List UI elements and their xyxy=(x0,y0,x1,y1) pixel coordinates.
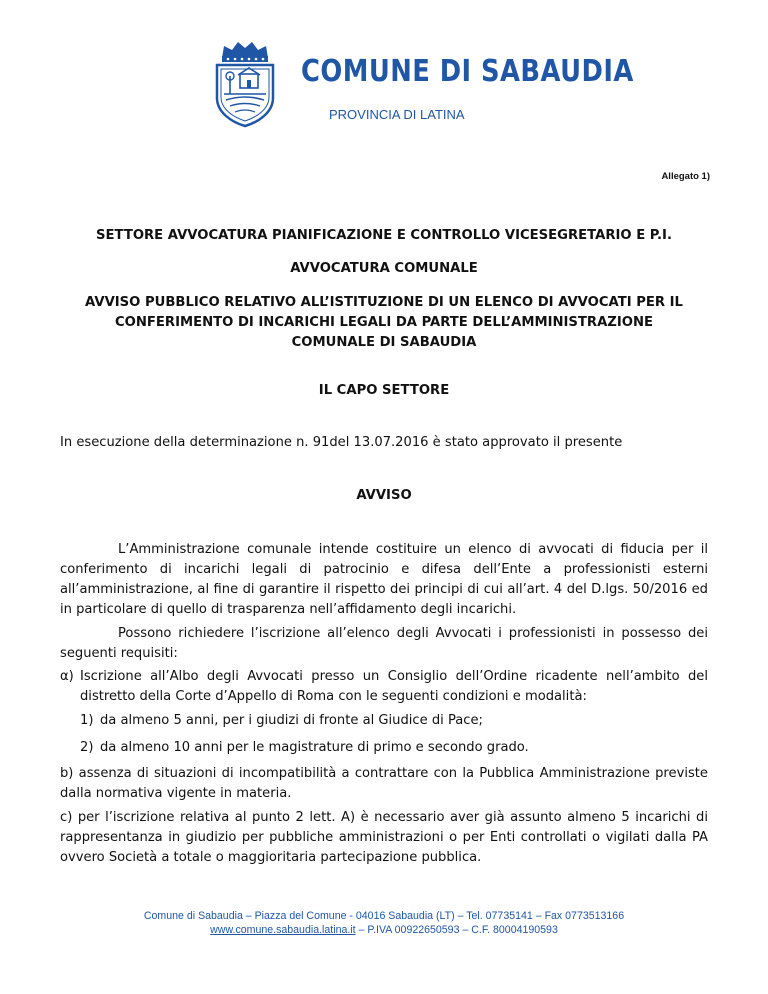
coat-of-arms-icon xyxy=(208,36,282,128)
requirement-c: c) per l’iscrizione relativa al punto 2 lett. A) è necessario aver già assunto almeno 5 incarichi di rappresentanza in giudizio per pubbliche amministrazioni o per Enti controllati o vigilati dalla PA ovvero Società a totale o maggioritaria partecipazione pubblica. xyxy=(60,810,708,865)
requirement-a-marker: α) xyxy=(60,669,74,684)
notice-title-line: COMUNALE DI SABAUDIA xyxy=(291,335,477,350)
footer-registry xyxy=(0,924,768,936)
requirement-sub-2-text: da almeno 10 anni per le magistrature di primo e secondo grado. xyxy=(100,740,529,755)
org-name: COMUNE DI SABAUDIA xyxy=(301,54,634,89)
avviso-heading: AVVISO xyxy=(356,488,412,503)
annex-label: Allegato 1) xyxy=(661,171,710,182)
requirement-sub-1-marker: 1) xyxy=(80,713,94,728)
org-province: PROVINCIA DI LATINA xyxy=(329,107,465,122)
requirement-a xyxy=(60,667,708,707)
requirement-b: b) assenza di situazioni di incompatibilità a contrattare con la Pubblica Amministrazione previste dalla normativa vigente in materia. xyxy=(60,766,708,801)
paragraph-purpose: L’Amministrazione comunale intende costituire un elenco di avvocati di fiducia per il conferimento di incarichi legali di patrocinio e difesa dell’Ente a professionisti esterni all’amministrazione, al fine di garantire il rispetto dei principi di cui all’art. 4 del D.lgs. 50/2016 ed in particolare di quello di trasparenza nell’affidamento degli incarichi. xyxy=(60,542,708,617)
letterhead xyxy=(0,0,768,140)
footer-address: Comune di Sabaudia – Piazza del Comune - 04016 Sabaudia (LT) – Tel. 07735141 – Fax 0773513166 xyxy=(143,910,625,922)
notice-title-line: CONFERIMENTO DI INCARICHI LEGALI DA PARTE DELL’AMMINISTRAZIONE xyxy=(114,315,654,330)
paragraph-requirements: Possono richiedere l’iscrizione all’elenco degli Avvocati i professionisti in possesso dei seguenti requisiti: xyxy=(60,626,708,661)
notice-title-line: AVVISO PUBBLICO RELATIVO ALL’ISTITUZIONE DI UN ELENCO DI AVVOCATI PER IL xyxy=(85,295,683,310)
requirement-a-text: Iscrizione all’Albo degli Avvocati presso un Consiglio dell’Ordine ricadente nell’ambito del distretto della Corte d’Appello di Roma con le seguenti condizioni e modalità: xyxy=(80,669,708,704)
sector-title: SETTORE AVVOCATURA PIANIFICAZIONE E CONTROLLO VICESEGRETARIO E P.I. xyxy=(96,228,672,243)
notice-title xyxy=(60,293,708,353)
requirement-sub-1 xyxy=(80,711,708,731)
requirement-sub-2-marker: 2) xyxy=(80,740,94,755)
requirement-sub-2 xyxy=(80,738,708,758)
signatory-heading: IL CAPO SETTORE xyxy=(318,383,450,398)
requirement-sub-1-text: da almeno 5 anni, per i giudizi di fronte al Giudice di Pace; xyxy=(100,713,483,728)
footer-website-link[interactable]: www.comune.sabaudia.latina.it xyxy=(210,924,356,936)
office-title: AVVOCATURA COMUNALE xyxy=(290,261,478,276)
intro-text: In esecuzione della determinazione n. 91del 13.07.2016 è stato approvato il presente xyxy=(60,435,623,450)
footer-tax-ids: – P.IVA 00922650593 – C.F. 80004190593 xyxy=(355,924,558,936)
